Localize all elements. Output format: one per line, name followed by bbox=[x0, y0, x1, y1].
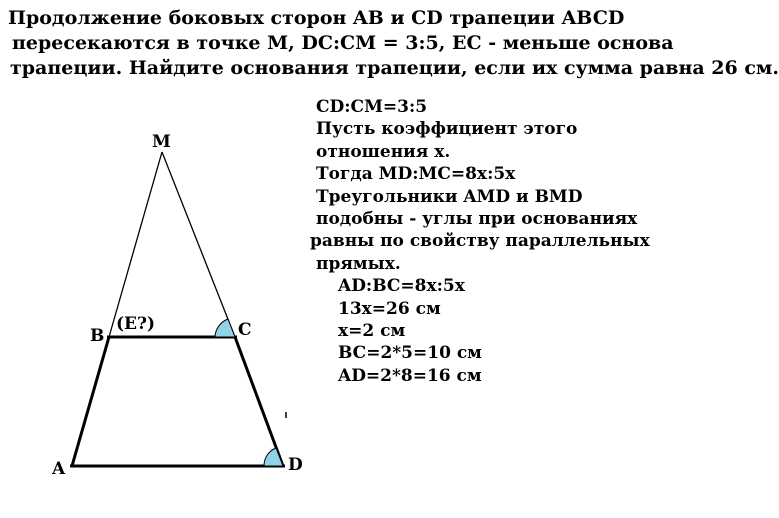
solution-line-5: Треугольники AMD и BMD bbox=[316, 186, 583, 207]
solution-line-6: подобны - углы при основаниях bbox=[316, 209, 638, 230]
side-ab bbox=[72, 337, 109, 466]
segment-mb bbox=[109, 152, 162, 337]
solution-line-8: прямых. bbox=[316, 253, 401, 274]
solution-line-11: x=2 см bbox=[338, 321, 406, 342]
solution-line-12: BC=2*5=10 см bbox=[338, 343, 482, 364]
solution-line-10: 13x=26 см bbox=[338, 298, 441, 319]
label-e: (E?) bbox=[116, 314, 156, 334]
label-d: D bbox=[288, 455, 303, 475]
label-b: B bbox=[90, 326, 105, 346]
problem-line-3: трапеции. Найдите основания трапеции, если их сумма равна 26 см. bbox=[10, 57, 779, 79]
solution-line-7: равны по свойству параллельных bbox=[310, 231, 650, 252]
solution-line-3: отношения x. bbox=[316, 141, 451, 162]
problem-line-2: пересекаются в точке M, DC:CM = 3:5, EC - меньше основа bbox=[12, 32, 674, 54]
label-a: A bbox=[52, 459, 66, 479]
solution-line-4: Тогда MD:MC=8x:5x bbox=[316, 164, 516, 185]
solution-line-2: Пусть коэффициент этого bbox=[316, 119, 578, 140]
solution-line-13: AD=2*8=16 см bbox=[338, 365, 482, 386]
label-m: M bbox=[152, 132, 171, 152]
side-cd bbox=[235, 337, 283, 466]
solution-line-1: CD:CM=3:5 bbox=[316, 97, 428, 117]
angle-mark-c bbox=[215, 319, 235, 337]
label-c: C bbox=[238, 320, 252, 340]
solution-line-9: AD:BC=8x:5x bbox=[338, 276, 465, 297]
problem-line-1: Продолжение боковых сторон AB и CD трапеции ABCD bbox=[8, 7, 625, 29]
segment-mc bbox=[162, 152, 235, 337]
